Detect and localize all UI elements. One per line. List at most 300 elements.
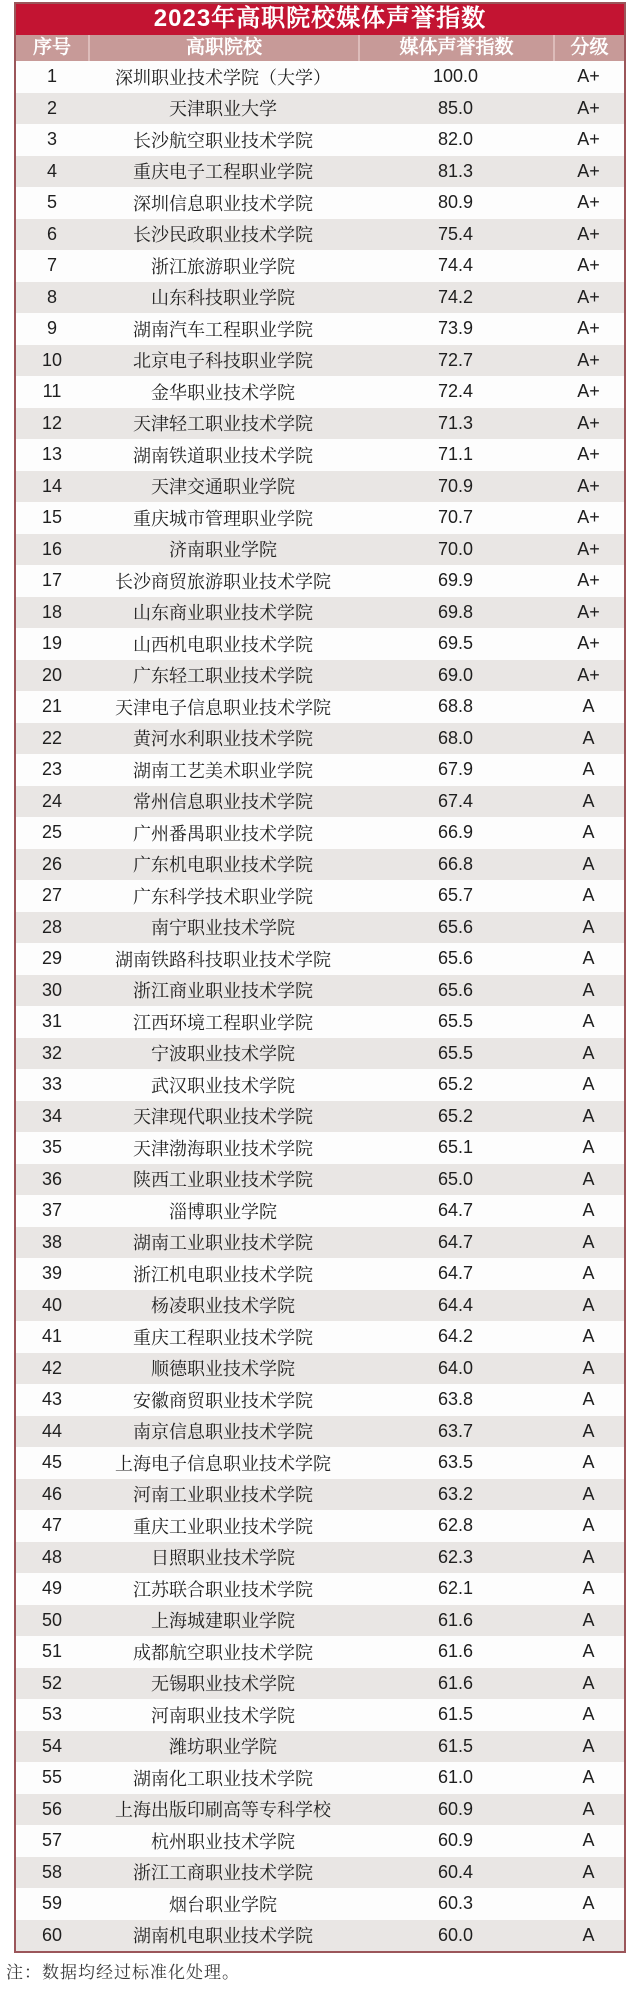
rank-cell: 23 bbox=[41, 759, 63, 780]
grade-cell: A bbox=[582, 853, 595, 874]
grade-cell: A+ bbox=[577, 97, 600, 118]
table-row bbox=[16, 408, 624, 440]
school-cell: 重庆工业职业技术学院 bbox=[133, 1516, 313, 1537]
score-cell: 68.8 bbox=[437, 696, 474, 717]
score-cell: 63.2 bbox=[437, 1483, 474, 1504]
score-cell: 100.0 bbox=[432, 66, 479, 87]
table-row bbox=[16, 93, 624, 125]
rank-cell: 4 bbox=[46, 160, 57, 181]
table-row bbox=[16, 471, 624, 503]
school-cell: 深圳职业技术学院（大学） bbox=[115, 67, 331, 88]
school-cell: 上海出版印刷高等专科学校 bbox=[115, 1800, 331, 1821]
table-row bbox=[16, 1195, 624, 1227]
rank-cell: 51 bbox=[41, 1641, 63, 1662]
school-cell: 杭州职业技术学院 bbox=[151, 1831, 295, 1852]
grade-cell: A bbox=[582, 1011, 595, 1032]
rank-cell: 10 bbox=[41, 349, 63, 370]
school-cell: 黄河水利职业技术学院 bbox=[133, 729, 313, 750]
rank-cell: 12 bbox=[41, 412, 63, 433]
score-cell: 82.0 bbox=[437, 129, 474, 150]
rank-cell: 7 bbox=[46, 255, 57, 276]
school-cell: 湖南机电职业技术学院 bbox=[133, 1926, 313, 1947]
score-cell: 69.9 bbox=[437, 570, 474, 591]
score-cell: 60.4 bbox=[437, 1861, 474, 1882]
score-cell: 69.0 bbox=[437, 664, 474, 685]
grade-cell: A bbox=[582, 1105, 595, 1126]
table-row bbox=[16, 124, 624, 156]
grade-cell: A bbox=[582, 916, 595, 937]
grade-cell: A bbox=[582, 1924, 595, 1945]
grade-cell: A bbox=[582, 1168, 595, 1189]
score-cell: 74.4 bbox=[437, 255, 474, 276]
table-row bbox=[16, 1447, 624, 1479]
grade-cell: A bbox=[582, 885, 595, 906]
school-cell: 浙江工商职业技术学院 bbox=[133, 1863, 313, 1884]
rank-cell: 50 bbox=[41, 1609, 63, 1630]
rank-cell: 19 bbox=[41, 633, 63, 654]
score-cell: 70.0 bbox=[437, 538, 474, 559]
rank-cell: 57 bbox=[41, 1830, 63, 1851]
table-row bbox=[16, 565, 624, 597]
score-cell: 65.6 bbox=[437, 948, 474, 969]
school-cell: 南宁职业技术学院 bbox=[151, 918, 295, 939]
rank-cell: 38 bbox=[41, 1231, 63, 1252]
rank-cell: 33 bbox=[41, 1074, 63, 1095]
grade-cell: A bbox=[582, 1798, 595, 1819]
score-cell: 65.5 bbox=[437, 1011, 474, 1032]
rank-cell: 42 bbox=[41, 1357, 63, 1378]
school-cell: 重庆城市管理职业学院 bbox=[133, 508, 313, 529]
school-cell: 江西环境工程职业学院 bbox=[133, 1012, 313, 1033]
table-row bbox=[16, 943, 624, 975]
rank-cell: 26 bbox=[41, 853, 63, 874]
grade-cell: A+ bbox=[577, 349, 600, 370]
table-row bbox=[16, 250, 624, 282]
rank-cell: 16 bbox=[41, 538, 63, 559]
school-cell: 金华职业技术学院 bbox=[151, 382, 295, 403]
rank-cell: 1 bbox=[46, 66, 57, 87]
score-cell: 69.5 bbox=[437, 633, 474, 654]
grade-cell: A+ bbox=[577, 286, 600, 307]
rank-cell: 15 bbox=[41, 507, 63, 528]
table-row bbox=[16, 1479, 624, 1511]
rank-cell: 41 bbox=[41, 1326, 63, 1347]
school-cell: 河南职业技术学院 bbox=[151, 1705, 295, 1726]
table-row bbox=[16, 1290, 624, 1322]
rank-cell: 55 bbox=[41, 1767, 63, 1788]
school-cell: 深圳信息职业技术学院 bbox=[133, 193, 313, 214]
grade-cell: A bbox=[582, 1767, 595, 1788]
grade-cell: A+ bbox=[577, 570, 600, 591]
table-row bbox=[16, 912, 624, 944]
grade-cell: A+ bbox=[577, 223, 600, 244]
table-row bbox=[16, 1699, 624, 1731]
table-row bbox=[16, 849, 624, 881]
school-cell: 长沙航空职业技术学院 bbox=[133, 130, 313, 151]
school-cell: 天津渤海职业技术学院 bbox=[133, 1138, 313, 1159]
grade-cell: A bbox=[582, 822, 595, 843]
table-row bbox=[16, 1794, 624, 1826]
score-cell: 66.8 bbox=[437, 853, 474, 874]
table-row bbox=[16, 1416, 624, 1448]
rank-cell: 40 bbox=[41, 1294, 63, 1315]
table-row bbox=[16, 817, 624, 849]
school-cell: 成都航空职业技术学院 bbox=[133, 1642, 313, 1663]
rank-cell: 30 bbox=[41, 979, 63, 1000]
school-cell: 南京信息职业技术学院 bbox=[133, 1422, 313, 1443]
grade-cell: A+ bbox=[577, 192, 600, 213]
score-cell: 61.6 bbox=[437, 1609, 474, 1630]
grade-cell: A bbox=[582, 1672, 595, 1693]
table-row bbox=[16, 187, 624, 219]
table-row bbox=[16, 1038, 624, 1070]
score-cell: 65.2 bbox=[437, 1074, 474, 1095]
grade-cell: A bbox=[582, 1735, 595, 1756]
score-cell: 68.0 bbox=[437, 727, 474, 748]
grade-cell: A+ bbox=[577, 255, 600, 276]
column-header-grade: 分级 bbox=[553, 35, 624, 61]
grade-cell: A bbox=[582, 759, 595, 780]
score-cell: 60.0 bbox=[437, 1924, 474, 1945]
score-cell: 65.7 bbox=[437, 885, 474, 906]
score-cell: 61.6 bbox=[437, 1672, 474, 1693]
table-row bbox=[16, 1731, 624, 1763]
school-cell: 广东科学技术职业学院 bbox=[133, 886, 313, 907]
school-cell: 天津职业大学 bbox=[169, 99, 277, 120]
grade-cell: A bbox=[582, 1452, 595, 1473]
grade-cell: A+ bbox=[577, 601, 600, 622]
table-row bbox=[16, 1888, 624, 1920]
grade-cell: A+ bbox=[577, 129, 600, 150]
school-cell: 湖南工业职业技术学院 bbox=[133, 1233, 313, 1254]
rank-cell: 5 bbox=[46, 192, 57, 213]
school-cell: 天津轻工职业技术学院 bbox=[133, 414, 313, 435]
rank-cell: 39 bbox=[41, 1263, 63, 1284]
table-title: 2023年高职院校媒体声誉指数 bbox=[16, 4, 624, 35]
grade-cell: A bbox=[582, 1389, 595, 1410]
score-cell: 65.1 bbox=[437, 1137, 474, 1158]
rank-cell: 49 bbox=[41, 1578, 63, 1599]
grade-cell: A bbox=[582, 1609, 595, 1630]
school-cell: 上海电子信息职业技术学院 bbox=[115, 1453, 331, 1474]
grade-cell: A bbox=[582, 1893, 595, 1914]
table-row bbox=[16, 1101, 624, 1133]
rank-cell: 9 bbox=[46, 318, 57, 339]
school-cell: 山西机电职业技术学院 bbox=[133, 634, 313, 655]
grade-cell: A bbox=[582, 1546, 595, 1567]
rank-cell: 27 bbox=[41, 885, 63, 906]
school-cell: 日照职业技术学院 bbox=[151, 1548, 295, 1569]
rank-cell: 6 bbox=[46, 223, 57, 244]
table-row bbox=[16, 282, 624, 314]
table-row bbox=[16, 313, 624, 345]
rank-cell: 24 bbox=[41, 790, 63, 811]
rank-cell: 48 bbox=[41, 1546, 63, 1567]
rank-cell: 32 bbox=[41, 1042, 63, 1063]
table-row bbox=[16, 1542, 624, 1574]
grade-cell: A+ bbox=[577, 475, 600, 496]
table-row bbox=[16, 219, 624, 251]
school-cell: 湖南铁道职业技术学院 bbox=[133, 445, 313, 466]
rank-cell: 31 bbox=[41, 1011, 63, 1032]
school-cell: 广州番禺职业技术学院 bbox=[133, 823, 313, 844]
school-cell: 长沙商贸旅游职业技术学院 bbox=[115, 571, 331, 592]
grade-cell: A bbox=[582, 1483, 595, 1504]
score-cell: 65.5 bbox=[437, 1042, 474, 1063]
table-row bbox=[16, 660, 624, 692]
grade-cell: A+ bbox=[577, 633, 600, 654]
grade-cell: A bbox=[582, 790, 595, 811]
score-cell: 61.5 bbox=[437, 1735, 474, 1756]
school-cell: 烟台职业学院 bbox=[169, 1894, 277, 1915]
table-row bbox=[16, 1006, 624, 1038]
score-cell: 61.0 bbox=[437, 1767, 474, 1788]
school-cell: 常州信息职业技术学院 bbox=[133, 792, 313, 813]
score-cell: 65.6 bbox=[437, 916, 474, 937]
rank-cell: 25 bbox=[41, 822, 63, 843]
school-cell: 广东机电职业技术学院 bbox=[133, 855, 313, 876]
school-cell: 天津现代职业技术学院 bbox=[133, 1107, 313, 1128]
school-cell: 河南工业职业技术学院 bbox=[133, 1485, 313, 1506]
score-cell: 60.9 bbox=[437, 1798, 474, 1819]
rank-cell: 8 bbox=[46, 286, 57, 307]
grade-cell: A+ bbox=[577, 412, 600, 433]
school-cell: 安徽商贸职业技术学院 bbox=[133, 1390, 313, 1411]
grade-cell: A bbox=[582, 696, 595, 717]
grade-cell: A bbox=[582, 1515, 595, 1536]
school-cell: 淄博职业学院 bbox=[169, 1201, 277, 1222]
table-row bbox=[16, 1573, 624, 1605]
score-cell: 85.0 bbox=[437, 97, 474, 118]
rank-cell: 46 bbox=[41, 1483, 63, 1504]
score-cell: 75.4 bbox=[437, 223, 474, 244]
table-body bbox=[16, 61, 624, 1951]
score-cell: 64.2 bbox=[437, 1326, 474, 1347]
score-cell: 72.7 bbox=[437, 349, 474, 370]
table-row bbox=[16, 1132, 624, 1164]
grade-cell: A+ bbox=[577, 160, 600, 181]
ranking-table bbox=[14, 2, 626, 1953]
footnote: 注：数据均经过标准化处理。 bbox=[6, 1963, 240, 1982]
school-cell: 湖南化工职业技术学院 bbox=[133, 1768, 313, 1789]
school-cell: 宁波职业技术学院 bbox=[151, 1044, 295, 1065]
school-cell: 天津交通职业学院 bbox=[151, 477, 295, 498]
table-row bbox=[16, 1636, 624, 1668]
rank-cell: 35 bbox=[41, 1137, 63, 1158]
grade-cell: A bbox=[582, 1578, 595, 1599]
school-cell: 潍坊职业学院 bbox=[169, 1737, 277, 1758]
table-row bbox=[16, 439, 624, 471]
grade-cell: A bbox=[582, 1420, 595, 1441]
rank-cell: 21 bbox=[41, 696, 63, 717]
rank-cell: 14 bbox=[41, 475, 63, 496]
school-cell: 山东商业职业技术学院 bbox=[133, 603, 313, 624]
score-cell: 64.7 bbox=[437, 1231, 474, 1252]
table-row bbox=[16, 376, 624, 408]
rank-cell: 52 bbox=[41, 1672, 63, 1693]
table-row bbox=[16, 786, 624, 818]
rank-cell: 58 bbox=[41, 1861, 63, 1882]
table-row bbox=[16, 1762, 624, 1794]
table-row bbox=[16, 1920, 624, 1952]
score-cell: 64.4 bbox=[437, 1294, 474, 1315]
score-cell: 74.2 bbox=[437, 286, 474, 307]
score-cell: 64.7 bbox=[437, 1200, 474, 1221]
school-cell: 浙江机电职业技术学院 bbox=[133, 1264, 313, 1285]
rank-cell: 59 bbox=[41, 1893, 63, 1914]
school-cell: 湖南铁路科技职业技术学院 bbox=[115, 949, 331, 970]
score-cell: 60.9 bbox=[437, 1830, 474, 1851]
rank-cell: 3 bbox=[46, 129, 57, 150]
grade-cell: A bbox=[582, 1326, 595, 1347]
school-cell: 重庆电子工程职业学院 bbox=[133, 162, 313, 183]
table-row bbox=[16, 691, 624, 723]
score-cell: 81.3 bbox=[437, 160, 474, 181]
column-header-score: 媒体声誉指数 bbox=[358, 35, 553, 61]
grade-cell: A+ bbox=[577, 381, 600, 402]
grade-cell: A+ bbox=[577, 318, 600, 339]
school-cell: 无锡职业技术学院 bbox=[151, 1674, 295, 1695]
grade-cell: A bbox=[582, 948, 595, 969]
score-cell: 62.3 bbox=[437, 1546, 474, 1567]
rank-cell: 2 bbox=[46, 97, 57, 118]
rank-cell: 18 bbox=[41, 601, 63, 622]
grade-cell: A bbox=[582, 1704, 595, 1725]
score-cell: 72.4 bbox=[437, 381, 474, 402]
table-row bbox=[16, 1227, 624, 1259]
grade-cell: A bbox=[582, 1231, 595, 1252]
school-cell: 浙江旅游职业学院 bbox=[151, 256, 295, 277]
table-row bbox=[16, 1384, 624, 1416]
rank-cell: 43 bbox=[41, 1389, 63, 1410]
score-cell: 67.9 bbox=[437, 759, 474, 780]
table-row bbox=[16, 628, 624, 660]
table-row bbox=[16, 1825, 624, 1857]
score-cell: 63.7 bbox=[437, 1420, 474, 1441]
grade-cell: A bbox=[582, 1137, 595, 1158]
table-row bbox=[16, 345, 624, 377]
table-row bbox=[16, 1605, 624, 1637]
school-cell: 北京电子科技职业学院 bbox=[133, 351, 313, 372]
school-cell: 陕西工业职业技术学院 bbox=[133, 1170, 313, 1191]
grade-cell: A bbox=[582, 1357, 595, 1378]
score-cell: 64.0 bbox=[437, 1357, 474, 1378]
table-row bbox=[16, 1668, 624, 1700]
score-cell: 71.3 bbox=[437, 412, 474, 433]
rank-cell: 13 bbox=[41, 444, 63, 465]
score-cell: 65.0 bbox=[437, 1168, 474, 1189]
table-header-row bbox=[16, 35, 624, 61]
table-row bbox=[16, 723, 624, 755]
score-cell: 60.3 bbox=[437, 1893, 474, 1914]
school-cell: 江苏联合职业技术学院 bbox=[133, 1579, 313, 1600]
score-cell: 62.1 bbox=[437, 1578, 474, 1599]
school-cell: 济南职业学院 bbox=[169, 540, 277, 561]
score-cell: 71.1 bbox=[437, 444, 474, 465]
column-header-school: 高职院校 bbox=[88, 35, 358, 61]
score-cell: 73.9 bbox=[437, 318, 474, 339]
rank-cell: 20 bbox=[41, 664, 63, 685]
rank-cell: 47 bbox=[41, 1515, 63, 1536]
score-cell: 70.7 bbox=[437, 507, 474, 528]
rank-cell: 34 bbox=[41, 1105, 63, 1126]
table-row bbox=[16, 754, 624, 786]
grade-cell: A bbox=[582, 1042, 595, 1063]
school-cell: 广东轻工职业技术学院 bbox=[133, 666, 313, 687]
rank-cell: 45 bbox=[41, 1452, 63, 1473]
school-cell: 上海城建职业学院 bbox=[151, 1611, 295, 1632]
rank-cell: 53 bbox=[41, 1704, 63, 1725]
grade-cell: A bbox=[582, 1074, 595, 1095]
score-cell: 65.2 bbox=[437, 1105, 474, 1126]
school-cell: 杨凌职业技术学院 bbox=[151, 1296, 295, 1317]
table-row bbox=[16, 1258, 624, 1290]
school-cell: 浙江商业职业技术学院 bbox=[133, 981, 313, 1002]
score-cell: 63.5 bbox=[437, 1452, 474, 1473]
rank-cell: 37 bbox=[41, 1200, 63, 1221]
table-row bbox=[16, 1857, 624, 1889]
table-row bbox=[16, 502, 624, 534]
rank-cell: 54 bbox=[41, 1735, 63, 1756]
score-cell: 61.5 bbox=[437, 1704, 474, 1725]
rank-cell: 44 bbox=[41, 1420, 63, 1441]
table-row bbox=[16, 534, 624, 566]
score-cell: 66.9 bbox=[437, 822, 474, 843]
table-row bbox=[16, 597, 624, 629]
score-cell: 61.6 bbox=[437, 1641, 474, 1662]
school-cell: 长沙民政职业技术学院 bbox=[133, 225, 313, 246]
rank-cell: 60 bbox=[41, 1924, 63, 1945]
grade-cell: A+ bbox=[577, 538, 600, 559]
rank-cell: 11 bbox=[42, 381, 62, 402]
table-row bbox=[16, 975, 624, 1007]
rank-cell: 17 bbox=[41, 570, 63, 591]
school-cell: 湖南汽车工程职业学院 bbox=[133, 319, 313, 340]
rank-cell: 28 bbox=[41, 916, 63, 937]
grade-cell: A bbox=[582, 1263, 595, 1284]
table-row bbox=[16, 880, 624, 912]
rank-cell: 36 bbox=[41, 1168, 63, 1189]
grade-cell: A bbox=[582, 979, 595, 1000]
school-cell: 顺德职业技术学院 bbox=[151, 1359, 295, 1380]
table-row bbox=[16, 1510, 624, 1542]
score-cell: 65.6 bbox=[437, 979, 474, 1000]
grade-cell: A bbox=[582, 1861, 595, 1882]
school-cell: 重庆工程职业技术学院 bbox=[133, 1327, 313, 1348]
score-cell: 69.8 bbox=[437, 601, 474, 622]
grade-cell: A bbox=[582, 1200, 595, 1221]
table-row bbox=[16, 1164, 624, 1196]
score-cell: 63.8 bbox=[437, 1389, 474, 1410]
rank-cell: 56 bbox=[41, 1798, 63, 1819]
grade-cell: A bbox=[582, 1830, 595, 1851]
grade-cell: A+ bbox=[577, 507, 600, 528]
grade-cell: A+ bbox=[577, 66, 600, 87]
table-row bbox=[16, 156, 624, 188]
school-cell: 山东科技职业学院 bbox=[151, 288, 295, 309]
school-cell: 天津电子信息职业技术学院 bbox=[115, 697, 331, 718]
rank-cell: 29 bbox=[41, 948, 63, 969]
rank-cell: 22 bbox=[41, 727, 63, 748]
score-cell: 64.7 bbox=[437, 1263, 474, 1284]
grade-cell: A+ bbox=[577, 444, 600, 465]
grade-cell: A+ bbox=[577, 664, 600, 685]
table-row bbox=[16, 1353, 624, 1385]
school-cell: 武汉职业技术学院 bbox=[151, 1075, 295, 1096]
grade-cell: A bbox=[582, 727, 595, 748]
column-header-rank: 序号 bbox=[32, 37, 71, 58]
grade-cell: A bbox=[582, 1641, 595, 1662]
